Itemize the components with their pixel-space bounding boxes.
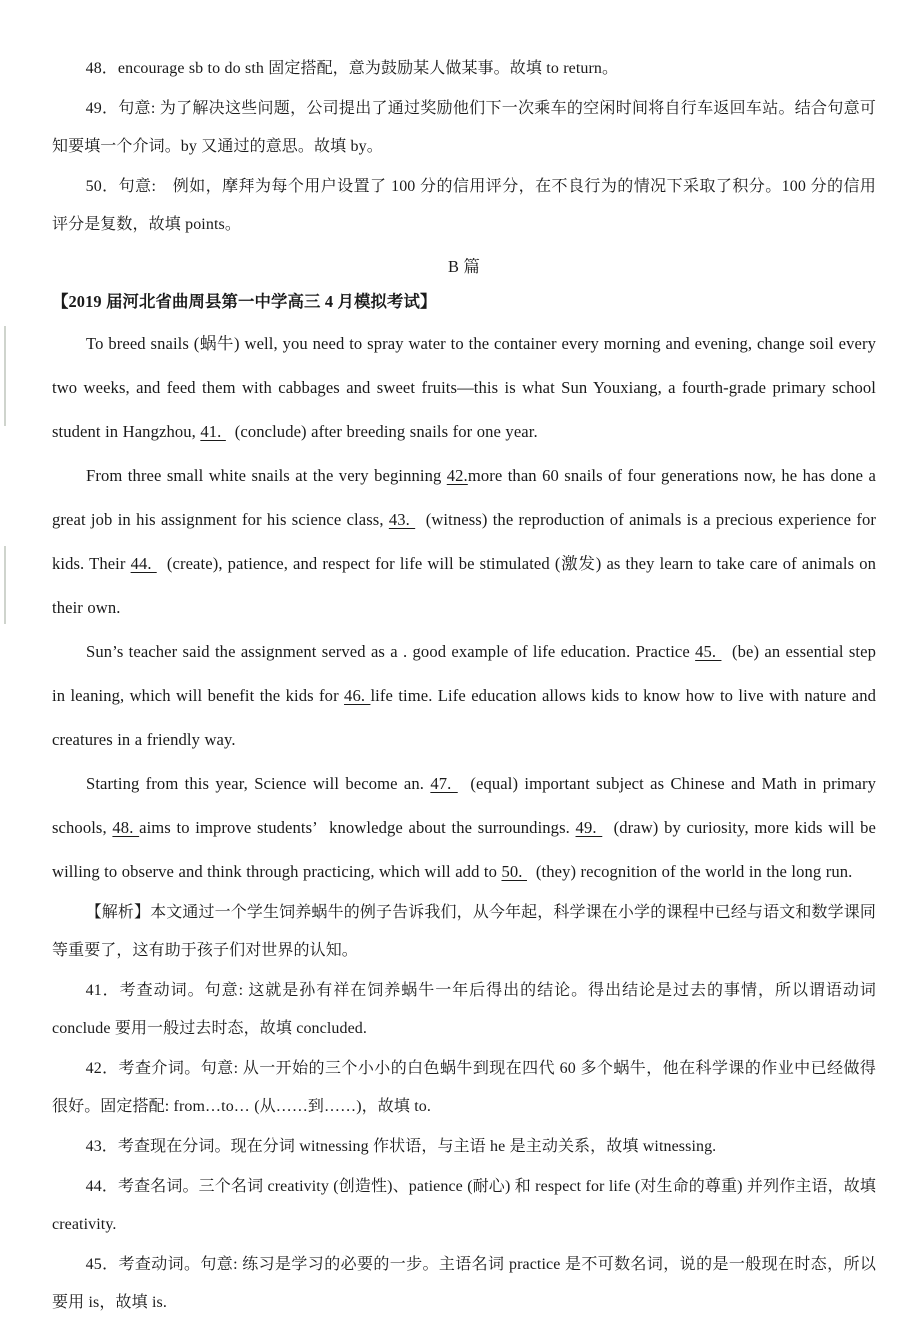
blank-47[interactable]: 47.	[430, 774, 458, 793]
passage-p4-text-e: (they) recognition of the world in the long run.	[526, 862, 853, 881]
passage-p3-text-a: Sun’s teacher said the assignment served as a . good example of life education. Practice	[86, 642, 696, 661]
answer-item-41: 41．考查动词。句意: 这就是孙有祥在饲养蜗牛一年后得出的结论。得出结论是过去的事情，所以谓语动词 conclude 要用一般过去时态，故填 concluded.	[52, 982, 876, 1037]
passage-p3-text-c: life time. Life education allows kids to know how to live with nature and creatures in a friendly way.	[52, 686, 876, 749]
blank-48[interactable]: 48.	[112, 818, 140, 837]
blank-45[interactable]: 45.	[695, 642, 722, 661]
blank-50[interactable]: 50.	[501, 862, 527, 881]
blank-44[interactable]: 44.	[130, 554, 157, 573]
section-title-b: B 篇	[448, 257, 480, 276]
answer-item-50: 50．句意: 例如，摩拜为每个用户设置了 100 分的信用评分，在不良行为的情况下采取了积分。100 分的信用评分是复数，故填 points。	[52, 178, 876, 233]
passage-p4-text-a: Starting from this year, Science will become an.	[86, 774, 431, 793]
passage-p2-text-a: From three small white snails at the very beginning	[86, 466, 447, 485]
passage-p3-text-b: (be) an essential step in leaning, which will benefit the kids for	[52, 642, 876, 705]
page-content	[52, 50, 876, 1322]
blank-43[interactable]: 43.	[388, 510, 416, 529]
passage-paragraph-4	[52, 762, 876, 894]
answer-item-43: 43．考查现在分词。现在分词 witnessing 作状语，与主语 he 是主动关系，故填 witnessing.	[85, 1138, 717, 1155]
passage-p4-text-b: (equal) important subject as Chinese and Math in primary schools,	[52, 774, 876, 837]
passage-p2-text-d: (create), patience, and respect for life will be stimulated (激发) as they learn to take care of animals on their own.	[52, 554, 876, 617]
passage-p2-text-c: (witness) the reproduction of animals is a precious experience for kids. Their	[52, 510, 876, 573]
section-source: 【2019 届河北省曲周县第一中学高三 4 月模拟考试】	[52, 292, 437, 311]
answer-item-44: 44．考查名词。三个名词 creativity (创造性)、patience (耐心) 和 respect for life (对生命的尊重) 并列作主语，故填 creativity.	[52, 1178, 876, 1233]
passage-paragraph-2	[52, 454, 876, 630]
passage-p1-text: To breed snails (蜗牛) well, you need to spray water to the container every morning and evening, change soil every two weeks, and feed them with cabbages and sweet fruits—this is what Sun Youxiang, a fourth-grade primary school student in Hangzhou,	[52, 334, 876, 441]
passage-paragraph-3	[52, 630, 876, 762]
blank-49[interactable]: 49.	[575, 818, 603, 837]
passage-p2-text-b: more than 60 snails of four generations now, he has done a great job in his assignment for his science class,	[52, 466, 876, 529]
passage-paragraph-1	[52, 322, 876, 454]
scan-edge-mark-top	[4, 326, 6, 426]
blank-46[interactable]: 46.	[344, 686, 371, 705]
answer-item-42: 42．考查介词。句意: 从一开始的三个小小的白色蜗牛到现在四代 60 多个蜗牛，他在科学课的作业中已经做得很好。固定搭配: from…to… (从……到……)，故填 to.	[52, 1060, 876, 1115]
scan-edge-mark-bottom	[4, 546, 6, 624]
passage-p4-text-c: aims to improve students’ knowledge about the surroundings.	[139, 818, 576, 837]
blank-42[interactable]: 42.	[446, 466, 468, 485]
cue-41: (conclude) after breeding snails for one year.	[225, 422, 538, 441]
answer-item-48: 48．encourage sb to do sth 固定搭配，意为鼓励某人做某事。故填 to return。	[85, 60, 619, 77]
answer-item-49: 49．句意: 为了解决这些问题，公司提出了通过奖励他们下一次乘车的空闲时间将自行车返回车站。结合句意可知要填一个介词。by 又通过的意思。故填 by。	[52, 100, 876, 155]
passage-p4-text-d: (draw) by curiosity, more kids will be willing to observe and think through practicing, which will add to	[52, 818, 876, 881]
blank-41[interactable]: 41.	[200, 422, 226, 441]
analysis-block: 【解析】本文通过一个学生饲养蜗牛的例子告诉我们，从今年起，科学课在小学的课程中已经与语文和数学课同等重要了，这有助于孩子们对世界的认知。	[52, 904, 876, 959]
answer-item-45: 45．考查动词。句意: 练习是学习的必要的一步。主语名词 practice 是不可数名词，说的是一般现在时态，所以要用 is，故填 is.	[52, 1256, 876, 1311]
